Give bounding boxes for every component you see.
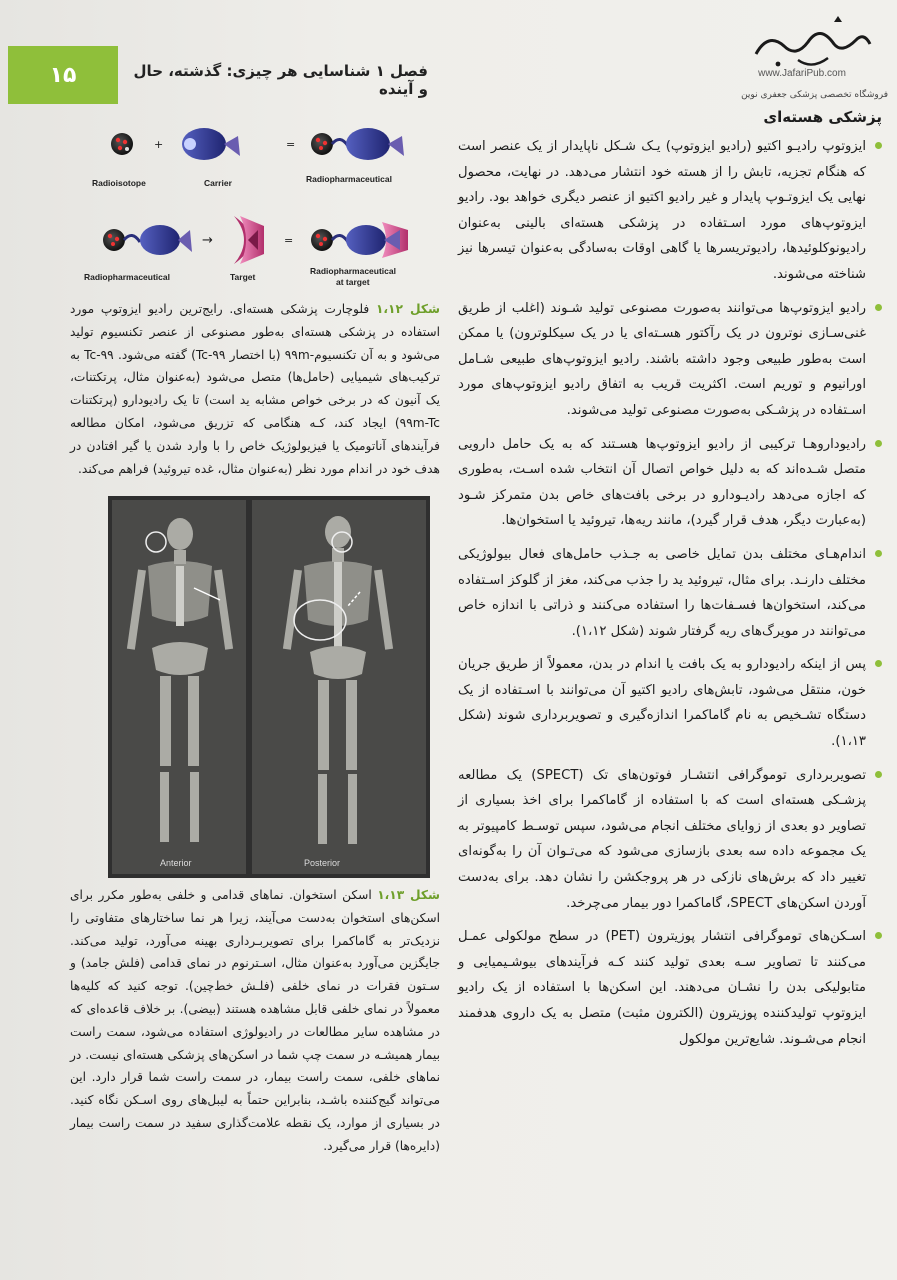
publisher-url: www.JafariPub.com — [758, 68, 846, 79]
equals-sign: = — [286, 138, 296, 151]
posterior-label: Posterior — [304, 858, 341, 868]
page-number-tab — [8, 46, 118, 104]
list-item: ایزوتوپ رادیـو اکتیو (رادیو ایزوتوپ) یـک شـکل ناپایدار از یک عنصر است که هنگام تجزیه، تابش را از هسته خود انتشار می‌دهد. در نهایت، محصول نهایی یک ایزوتـوپ پایدار و غیر رادیو اکتیو از عنصر دیگری خواهد بود. رادیو ایزوتوپ‌های مورد اسـتفاده در پزشکی هسته‌ای بالینی به‌عنوان رادیونوکلوئیدها، رادیوتریسرها یا گاهی اوقات به‌سادگی به‌عنوان تیسرها نیز شناخته می‌شوند. — [458, 134, 890, 288]
list-item: اندام‌هـای مختلف بدن تمایل خاصی به جـذب حامل‌های فعال بیولوژیکی مختلف دارنـد. برای مثال، تیروئید ید را جذب می‌کند، مغز از گلوکز اسـتفاده می‌کند، استخوان‌ها فسـفات‌ها را استفاده می‌کنند و ذراتی با اندازه خاص می‌توانند در مویرگ‌های ریه گرفتار شوند (شکل ۱،۱۲). — [458, 542, 890, 644]
radiopharmaceutical-at-target-icon — [311, 222, 408, 258]
caption-text-112: فلوچارت پزشکی هسته‌ای. رایج‌ترین رادیو ایزوتوپ مورد استفاده در پزشکی هسته‌ای به‌طور مصنوعی از عنصر تکنسیوم تولید می‌شود و به آن تکنسیوم-۹۹m (با اختصار ۹۹-Tc) گفته می‌شود. ۹۹-Tc به ترکیب‌های شیمیایی (حامل‌ها) متصل می‌شود (به‌عنوان مثال، پرتکتنات، یک آنیون که در برخی خواص مشابه ید است) تا یک رادیودارو (پرتکتنات ۹۹m-Tc) ایجاد کند، کـه هنگامی که تزریق می‌شود، امکان مطالعه فرآیندهای آناتومیک یا فیزیولوژیک خاص را با وارد شدن یا گیر افتادن در هدف خود در اندام مورد نظر (به‌عنوان مثال، غده تیروئید) فراهم می‌کند. — [70, 302, 440, 476]
plus-sign: + — [154, 138, 164, 151]
carrier-icon — [182, 128, 240, 160]
bullet-dot-icon — [875, 142, 882, 149]
main-text-column — [458, 108, 890, 1060]
label-carrier: Carrier — [204, 178, 232, 188]
label-radiopharmaceutical-2: Radiopharmaceutical — [84, 272, 170, 282]
list-item: اسـکن‌های توموگرافی انتشار پوزیترون (PET) در سطح مولکولی عمـل می‌کنند تا تصاویر سـه بعدی تولید کنند کـه فرآیندهای بیوشـیمیایی و متابولیکی بدن را نشـان می‌دهند. این اسکن‌ها با استفاده از یک رادیو ایزوتوپ تولیدکننده پوزیترون (الکترون مثبت) متصل به یک داروی هدفمند انجام می‌شـوند. شایع‌ترین مولکول — [458, 924, 890, 1052]
radiopharmaceutical-small-icon — [103, 225, 192, 255]
anterior-label: Anterior — [160, 858, 192, 868]
bullet-list — [458, 134, 890, 1052]
isotope-icon — [111, 133, 133, 155]
arrow-icon: → — [202, 233, 213, 248]
bullet-dot-icon — [875, 304, 882, 311]
bone-scan-figure — [108, 496, 430, 878]
bullet-dot-icon — [875, 660, 882, 667]
figure-caption-112 — [70, 298, 440, 480]
label-at-target-2: at target — [336, 277, 370, 287]
label-target: Target — [230, 272, 256, 282]
publisher-shop-name: فروشگاه تخصصی پزشکی جعفری نوین — [741, 90, 888, 100]
label-radiopharmaceutical: Radiopharmaceutical — [306, 174, 392, 184]
equals-sign-2: = — [284, 234, 294, 247]
list-item: رادیو ایزوتوپ‌ها می‌توانند به‌صورت مصنوعی تولید شـوند (اغلب از طریق غنی‌سـازی نوترون در یک رآکتور هسـته‌ای یا در یک سیکلوترون) یا ممکن است به‌طور طبیعی وجود داشته باشند. رادیو ایزوتوپ‌های طبیعی شـامل اورانیوم و توریم است. اکثریت قریب به اتفاق رادیو ایزوتوپ‌های مورد اسـتفاده در پزشـکی به‌صورت مصنوعی تولید می‌شوند. — [458, 296, 890, 424]
list-item: تصویربرداری توموگرافی انتشـار فوتون‌های تک (SPECT) یک مطالعه پزشـکی هسته‌ای است که با استفاده از گاماکمرا برای اخذ بسیاری از تصاویر دو بعدی از زوایای مختلف انجام می‌شود، سپس توسـط کامپیوتر به یک مجموعه داده سه بعدی بازسازی می‌شود که می‌تـوان آن را به‌گونه‌ای تغییر داد که برش‌های نازکی در هر پروجکشن را نشان دهد. برای به‌دست آوردن اسکن‌های SPECT، گاماکمرا دور بیمار می‌چرخد. — [458, 763, 890, 917]
figure-caption-113 — [70, 884, 440, 1158]
label-at-target-1: Radiopharmaceutical — [310, 266, 396, 276]
section-title: پزشکی هسته‌ای — [763, 108, 882, 126]
bullet-dot-icon — [875, 771, 882, 778]
radiopharmaceutical-icon — [311, 128, 404, 160]
chapter-title: فصل ۱ شناسایی هر چیزی: گذشته، حال و آینده — [133, 62, 428, 98]
bullet-dot-icon — [875, 440, 882, 447]
caption-label-113: شکل ۱،۱۳ — [377, 888, 440, 902]
caption-label-112: شکل ۱،۱۲ — [375, 302, 440, 316]
list-item: پس از اینکه رادیودارو به یک بافت یا اندام در بدن، معمولاً از طریق جریان خون، منتقل می‌شود، تابش‌های رادیو اکتیو آن می‌توانند با اسـتفاده از یک دستگاه تشـخیص به نام گاماکمرا اندازه‌گیری و تصویربرداری شوند (شکل ۱،۱۳). — [458, 652, 890, 754]
target-icon — [234, 216, 264, 264]
page-number: ۱۵ — [49, 62, 77, 88]
list-item: رادیوداروهـا ترکیبی از رادیو ایزوتوپ‌ها هسـتند که به یک حامل دارویی متصل شـده‌اند که به دلیل خواص اتصال آن انتخاب شده اسـت، به‌طوری که اجازه می‌دهد رادیـودارو در برخی بافت‌های خاص بدن متمرکز شـود (به‌عبارت دیگر، هدف قرار گیرد)، مانند ریه‌ها، تیروئید یا استخوان‌ها. — [458, 432, 890, 534]
radiopharmaceutical-diagram — [78, 118, 430, 294]
bullet-dot-icon — [875, 932, 882, 939]
label-radioisotope: Radioisotope — [92, 178, 146, 188]
bullet-dot-icon — [875, 550, 882, 557]
caption-text-113: اسکن استخوان. نماهای قدامی و خلفی به‌طور مکرر برای اسکن‌های استخوان به‌دست می‌آیند، زیرا هر نما ساختارهای متفاوتی را نزدیک‌تر به گاماکمرا برای تصویربـرداری بهینه می‌آورد، تولید می‌کند. جایگزین می‌آورد به‌عنوان مثال، اسـترنوم در نمای قدامی (فلش جامد) و سـتون فقرات در نمای خلفی (فلـش خط‌چین). توجه کنید که کلیه‌ها معمولاً در نمای خلفی قابل مشاهده هستند (بیضی). بر خلاف قاعده‌ای که در مشاهده سایر مطالعات در رادیولوژی استفاده می‌شود، سمت راست بیمار همیشـه در سمت چپ شما در اسکن‌های پزشکی هسته‌ای نیست. در نماهای خلفی، سمت راست بیمار، در سمت راست شما قرار دارد. این می‌تواند گیج‌کننده باشـد، بنابراین حتماً به لیبل‌های روی اسـکن نگاه کنید. در بسیاری از موارد، یک نقطه علامت‌گذاری سفید در سمت راست بیمار (دایره‌ها) قرار می‌گیرد. — [70, 888, 440, 1153]
